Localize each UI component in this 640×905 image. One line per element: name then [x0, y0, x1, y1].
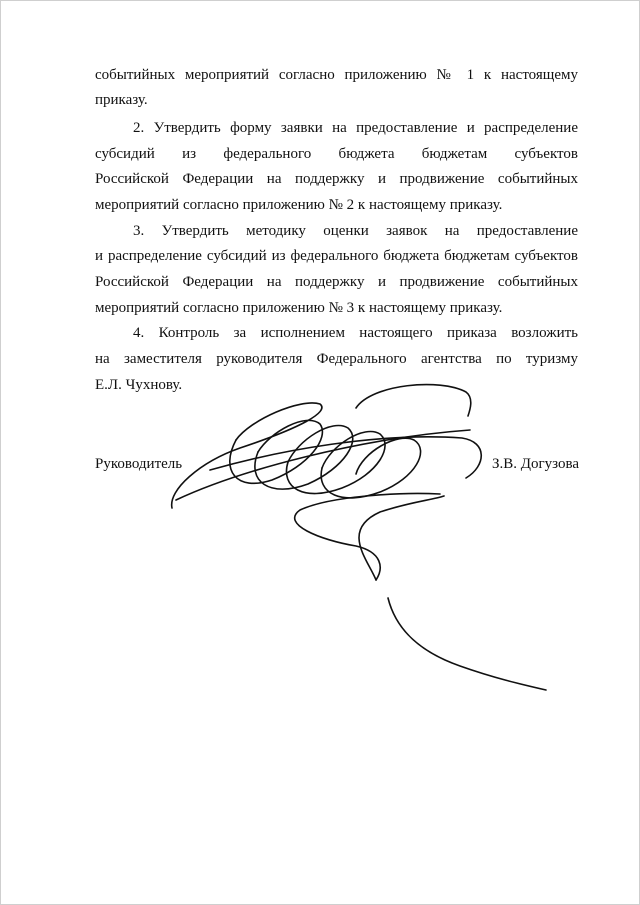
- paragraph-3-line-1: 3. Утвердить методику оценки заявок на предоставление: [133, 223, 578, 239]
- paragraph-1-line-2: приказу.: [95, 92, 148, 108]
- signatory-role: Руководитель: [95, 456, 183, 472]
- paragraph-4-line-1: 4. Контроль за исполнением настоящего приказа возложить: [133, 325, 578, 341]
- paragraph-2-line-1: 2. Утвердить форму заявки на предоставление и распределение: [133, 120, 578, 136]
- paragraph-2-line-3: Российской Федерации на поддержку и продвижение событийных: [95, 171, 578, 187]
- paragraph-1-line-1: событийных мероприятий согласно приложению № 1 к настоящему: [95, 67, 578, 83]
- paragraph-2-line-2: субсидий из федерального бюджета бюджетам субъектов: [95, 146, 578, 162]
- paragraph-3-line-2: и распределение субсидий из федерального бюджета бюджетам субъектов: [95, 248, 578, 264]
- paragraph-4-line-3: Е.Л. Чухнову.: [95, 377, 183, 393]
- paragraph-3-line-3: Российской Федерации на поддержку и продвижение событийных: [95, 274, 578, 290]
- paragraph-3-line-4: мероприятий согласно приложению № 3 к настоящему приказу.: [95, 300, 503, 316]
- signatory-name: З.В. Догузова: [492, 456, 580, 472]
- paragraph-2-line-4: мероприятий согласно приложению № 2 к настоящему приказу.: [95, 197, 503, 213]
- paragraph-4-line-2: на заместителя руководителя Федерального агентства по туризму: [95, 351, 578, 367]
